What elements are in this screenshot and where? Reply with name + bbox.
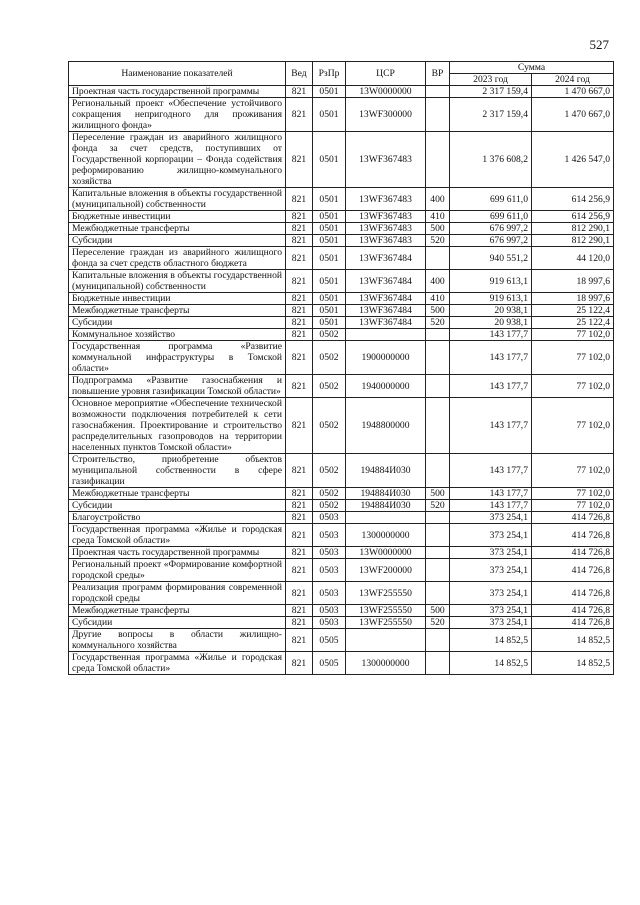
row-rzpr: 0501 — [313, 305, 346, 317]
row-rzpr: 0502 — [313, 341, 346, 375]
row-name: Коммунальное хозяйство — [69, 329, 286, 341]
row-rzpr: 0501 — [313, 235, 346, 247]
row-vr — [426, 454, 450, 488]
header-rzpr: РзПр — [313, 62, 346, 86]
row-vr: 520 — [426, 317, 450, 329]
row-sum-2024: 1 470 667,0 — [532, 86, 614, 98]
row-rzpr: 0501 — [313, 247, 346, 270]
row-csr: 1300000000 — [346, 524, 426, 547]
row-name: Субсидии — [69, 235, 286, 247]
row-name: Бюджетные инвестиции — [69, 293, 286, 305]
row-csr: 1300000000 — [346, 652, 426, 675]
row-sum-2024: 77 102,0 — [532, 341, 614, 375]
row-sum-2024: 14 852,5 — [532, 629, 614, 652]
row-sum-2023: 373 254,1 — [450, 605, 532, 617]
row-name: Субсидии — [69, 500, 286, 512]
row-rzpr: 0503 — [313, 582, 346, 605]
row-csr: 13WF367483 — [346, 211, 426, 223]
row-csr: 13WF367483 — [346, 223, 426, 235]
table-row — [69, 512, 614, 524]
row-name: Государственная программа «Жилье и городская среда Томской области» — [69, 652, 286, 675]
table-row — [69, 559, 614, 582]
row-vr — [426, 582, 450, 605]
row-sum-2024: 14 852,5 — [532, 652, 614, 675]
row-csr: 13WF367484 — [346, 293, 426, 305]
table-row — [69, 211, 614, 223]
row-name: Межбюджетные трансферты — [69, 305, 286, 317]
row-ved: 821 — [286, 329, 313, 341]
row-sum-2024: 77 102,0 — [532, 329, 614, 341]
row-sum-2024: 812 290,1 — [532, 223, 614, 235]
row-sum-2024: 414 726,8 — [532, 559, 614, 582]
row-rzpr: 0501 — [313, 270, 346, 293]
table-row — [69, 270, 614, 293]
row-name: Благоустройство — [69, 512, 286, 524]
table-row — [69, 524, 614, 547]
row-name: Капитальные вложения в объекты государственной (муниципальной) собственности — [69, 188, 286, 211]
table-row — [69, 329, 614, 341]
row-name: Основное мероприятие «Обеспечение технической возможности подключения потребителей к сети газоснабжения. Проектирование и строительство распределительных газопроводов на территории населенных пунктов Томской области» — [69, 398, 286, 454]
row-name: Реализация программ формирования современной городской среды — [69, 582, 286, 605]
row-vr — [426, 547, 450, 559]
row-rzpr: 0501 — [313, 211, 346, 223]
row-name: Другие вопросы в области жилищно-коммунального хозяйства — [69, 629, 286, 652]
row-csr — [346, 512, 426, 524]
row-sum-2023: 2 317 159,4 — [450, 98, 532, 132]
row-vr: 410 — [426, 293, 450, 305]
header-row — [69, 62, 614, 74]
header-ved: Вед — [286, 62, 313, 86]
row-csr: 1948800000 — [346, 398, 426, 454]
row-vr: 500 — [426, 488, 450, 500]
row-rzpr: 0501 — [313, 293, 346, 305]
row-rzpr: 0503 — [313, 559, 346, 582]
row-name: Межбюджетные трансферты — [69, 488, 286, 500]
row-sum-2023: 919 613,1 — [450, 270, 532, 293]
row-sum-2023: 699 611,0 — [450, 188, 532, 211]
row-csr: 13WF300000 — [346, 98, 426, 132]
row-sum-2023: 143 177,7 — [450, 398, 532, 454]
row-sum-2023: 373 254,1 — [450, 582, 532, 605]
row-name: Строительство, приобретение объектов муниципальной собственности в сфере газификации — [69, 454, 286, 488]
row-sum-2023: 676 997,2 — [450, 235, 532, 247]
row-sum-2023: 2 317 159,4 — [450, 86, 532, 98]
row-sum-2023: 940 551,2 — [450, 247, 532, 270]
row-sum-2024: 414 726,8 — [532, 582, 614, 605]
row-vr — [426, 559, 450, 582]
row-csr: 1900000000 — [346, 341, 426, 375]
row-ved: 821 — [286, 132, 313, 188]
row-sum-2024: 77 102,0 — [532, 500, 614, 512]
table-row — [69, 305, 614, 317]
table-row — [69, 617, 614, 629]
row-sum-2023: 373 254,1 — [450, 559, 532, 582]
row-rzpr: 0503 — [313, 605, 346, 617]
row-ved: 821 — [286, 582, 313, 605]
row-sum-2023: 143 177,7 — [450, 454, 532, 488]
row-sum-2024: 1 426 547,0 — [532, 132, 614, 188]
row-ved: 821 — [286, 341, 313, 375]
row-ved: 821 — [286, 223, 313, 235]
row-sum-2023: 20 938,1 — [450, 317, 532, 329]
row-sum-2023: 20 938,1 — [450, 305, 532, 317]
row-ved: 821 — [286, 500, 313, 512]
page-number: 527 — [589, 37, 609, 52]
row-rzpr: 0502 — [313, 488, 346, 500]
row-csr: 13W0000000 — [346, 86, 426, 98]
row-vr — [426, 247, 450, 270]
row-rzpr: 0501 — [313, 86, 346, 98]
row-csr: 194884И030 — [346, 500, 426, 512]
row-sum-2024: 614 256,9 — [532, 188, 614, 211]
row-vr: 520 — [426, 235, 450, 247]
row-rzpr: 0503 — [313, 547, 346, 559]
row-ved: 821 — [286, 629, 313, 652]
header-csr: ЦСР — [346, 62, 426, 86]
row-sum-2023: 373 254,1 — [450, 512, 532, 524]
table-row — [69, 454, 614, 488]
row-name: Субсидии — [69, 317, 286, 329]
row-csr — [346, 329, 426, 341]
row-name: Подпрограмма «Развитие газоснабжения и повышение уровня газификации Томской области» — [69, 375, 286, 398]
budget-table — [68, 61, 614, 675]
row-sum-2023: 14 852,5 — [450, 629, 532, 652]
table-row — [69, 317, 614, 329]
row-sum-2024: 25 122,4 — [532, 305, 614, 317]
row-ved: 821 — [286, 188, 313, 211]
row-name: Государственная программа «Развитие коммунальной инфраструктуры в Томской области» — [69, 341, 286, 375]
row-csr — [346, 629, 426, 652]
row-vr — [426, 629, 450, 652]
row-ved: 821 — [286, 617, 313, 629]
row-ved: 821 — [286, 317, 313, 329]
row-vr: 500 — [426, 305, 450, 317]
row-rzpr: 0502 — [313, 398, 346, 454]
row-vr: 400 — [426, 270, 450, 293]
row-ved: 821 — [286, 86, 313, 98]
row-vr — [426, 132, 450, 188]
row-ved: 821 — [286, 293, 313, 305]
row-ved: 821 — [286, 398, 313, 454]
row-vr: 500 — [426, 605, 450, 617]
row-rzpr: 0502 — [313, 454, 346, 488]
row-rzpr: 0503 — [313, 524, 346, 547]
row-sum-2024: 614 256,9 — [532, 211, 614, 223]
row-sum-2023: 1 376 608,2 — [450, 132, 532, 188]
row-csr: 13WF367484 — [346, 270, 426, 293]
row-ved: 821 — [286, 524, 313, 547]
row-name: Региональный проект «Формирование комфортной городской среды» — [69, 559, 286, 582]
row-ved: 821 — [286, 247, 313, 270]
table-row — [69, 582, 614, 605]
table-row — [69, 500, 614, 512]
row-vr: 520 — [426, 500, 450, 512]
row-csr: 13W0000000 — [346, 547, 426, 559]
row-sum-2023: 143 177,7 — [450, 341, 532, 375]
row-vr: 500 — [426, 223, 450, 235]
row-rzpr: 0501 — [313, 223, 346, 235]
row-name: Субсидии — [69, 617, 286, 629]
row-ved: 821 — [286, 547, 313, 559]
header-year-2024: 2024 год — [532, 74, 614, 86]
row-vr — [426, 86, 450, 98]
header-vr: ВР — [426, 62, 450, 86]
row-ved: 821 — [286, 235, 313, 247]
row-rzpr: 0502 — [313, 375, 346, 398]
row-vr — [426, 652, 450, 675]
row-name: Переселение граждан из аварийного жилищного фонда за счет средств областного бюджета — [69, 247, 286, 270]
row-rzpr: 0501 — [313, 132, 346, 188]
row-vr — [426, 512, 450, 524]
row-sum-2024: 18 997,6 — [532, 270, 614, 293]
row-name: Бюджетные инвестиции — [69, 211, 286, 223]
row-rzpr: 0501 — [313, 317, 346, 329]
row-ved: 821 — [286, 512, 313, 524]
row-sum-2023: 699 611,0 — [450, 211, 532, 223]
row-sum-2023: 676 997,2 — [450, 223, 532, 235]
row-rzpr: 0501 — [313, 98, 346, 132]
row-name: Региональный проект «Обеспечение устойчивого сокращения непригодного для проживания жилищного фонда» — [69, 98, 286, 132]
row-sum-2023: 373 254,1 — [450, 547, 532, 559]
row-vr — [426, 341, 450, 375]
table-row — [69, 375, 614, 398]
table-row — [69, 235, 614, 247]
row-rzpr: 0503 — [313, 512, 346, 524]
row-sum-2024: 77 102,0 — [532, 375, 614, 398]
row-rzpr: 0501 — [313, 188, 346, 211]
row-name: Межбюджетные трансферты — [69, 605, 286, 617]
table-row — [69, 652, 614, 675]
row-sum-2023: 373 254,1 — [450, 617, 532, 629]
table-row — [69, 86, 614, 98]
row-sum-2024: 414 726,8 — [532, 512, 614, 524]
row-vr: 400 — [426, 188, 450, 211]
row-sum-2024: 812 290,1 — [532, 235, 614, 247]
row-name: Капитальные вложения в объекты государственной (муниципальной) собственности — [69, 270, 286, 293]
row-csr: 194884И030 — [346, 488, 426, 500]
row-sum-2024: 414 726,8 — [532, 547, 614, 559]
table-row — [69, 293, 614, 305]
row-csr: 1940000000 — [346, 375, 426, 398]
table-row — [69, 247, 614, 270]
row-csr: 13WF367483 — [346, 132, 426, 188]
table-row — [69, 341, 614, 375]
row-sum-2024: 1 470 667,0 — [532, 98, 614, 132]
row-ved: 821 — [286, 375, 313, 398]
row-ved: 821 — [286, 559, 313, 582]
row-sum-2024: 77 102,0 — [532, 454, 614, 488]
table-row — [69, 223, 614, 235]
row-sum-2023: 143 177,7 — [450, 375, 532, 398]
row-sum-2024: 414 726,8 — [532, 605, 614, 617]
table-row — [69, 488, 614, 500]
row-csr: 13WF255550 — [346, 582, 426, 605]
row-sum-2023: 143 177,7 — [450, 488, 532, 500]
table-row — [69, 132, 614, 188]
table-row — [69, 398, 614, 454]
row-sum-2023: 919 613,1 — [450, 293, 532, 305]
row-name: Межбюджетные трансферты — [69, 223, 286, 235]
table-body — [69, 86, 614, 675]
row-csr: 13WF367483 — [346, 235, 426, 247]
row-rzpr: 0505 — [313, 629, 346, 652]
row-sum-2024: 77 102,0 — [532, 398, 614, 454]
table-row — [69, 98, 614, 132]
row-rzpr: 0502 — [313, 500, 346, 512]
row-name: Проектная часть государственной программы — [69, 547, 286, 559]
row-ved: 821 — [286, 98, 313, 132]
row-rzpr: 0505 — [313, 652, 346, 675]
row-sum-2024: 25 122,4 — [532, 317, 614, 329]
row-vr — [426, 98, 450, 132]
table-row — [69, 605, 614, 617]
row-csr: 13WF255550 — [346, 605, 426, 617]
row-vr: 520 — [426, 617, 450, 629]
row-csr: 13WF367484 — [346, 305, 426, 317]
row-ved: 821 — [286, 488, 313, 500]
row-ved: 821 — [286, 454, 313, 488]
table-row — [69, 547, 614, 559]
row-sum-2024: 414 726,8 — [532, 524, 614, 547]
row-sum-2023: 143 177,7 — [450, 500, 532, 512]
row-vr — [426, 375, 450, 398]
header-name: Наименование показателей — [69, 62, 286, 86]
row-csr: 13WF200000 — [346, 559, 426, 582]
row-vr: 410 — [426, 211, 450, 223]
row-vr — [426, 329, 450, 341]
row-name: Проектная часть государственной программы — [69, 86, 286, 98]
row-sum-2023: 373 254,1 — [450, 524, 532, 547]
header-year-2023: 2023 год — [450, 74, 532, 86]
table-row — [69, 629, 614, 652]
row-csr: 13WF367484 — [346, 247, 426, 270]
row-sum-2024: 18 997,6 — [532, 293, 614, 305]
row-ved: 821 — [286, 605, 313, 617]
row-sum-2023: 14 852,5 — [450, 652, 532, 675]
row-ved: 821 — [286, 270, 313, 293]
row-csr: 13WF367483 — [346, 188, 426, 211]
row-sum-2023: 143 177,7 — [450, 329, 532, 341]
row-ved: 821 — [286, 211, 313, 223]
row-vr — [426, 524, 450, 547]
header-sum: Сумма — [450, 62, 614, 74]
row-ved: 821 — [286, 305, 313, 317]
row-ved: 821 — [286, 652, 313, 675]
row-sum-2024: 77 102,0 — [532, 488, 614, 500]
row-vr — [426, 398, 450, 454]
row-sum-2024: 414 726,8 — [532, 617, 614, 629]
row-rzpr: 0502 — [313, 329, 346, 341]
row-name: Переселение граждан из аварийного жилищного фонда за счет средств, поступивших от Государственной корпорации – Фонда содействия реформированию жилищно-коммунального хозяйства — [69, 132, 286, 188]
row-name: Государственная программа «Жилье и городская среда Томской области» — [69, 524, 286, 547]
row-csr: 194884И030 — [346, 454, 426, 488]
row-sum-2024: 44 120,0 — [532, 247, 614, 270]
row-csr: 13WF255550 — [346, 617, 426, 629]
row-csr: 13WF367484 — [346, 317, 426, 329]
row-rzpr: 0503 — [313, 617, 346, 629]
table-row — [69, 188, 614, 211]
